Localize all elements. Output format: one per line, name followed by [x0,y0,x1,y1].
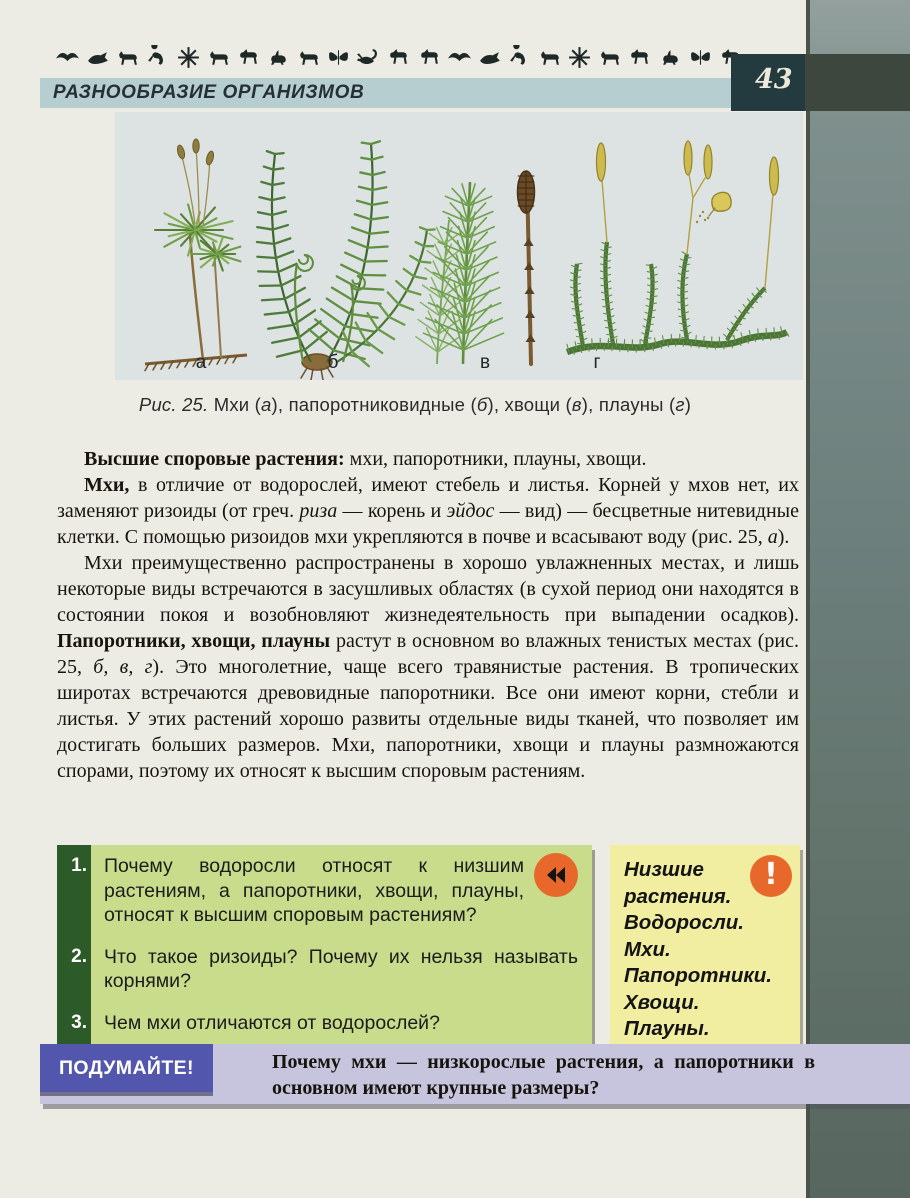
rewind-icon [534,853,578,897]
horse-silhouette-icon [627,45,652,70]
keyword: Мхи. [624,937,671,961]
horsetail-drawing [416,171,536,364]
flying-bird-silhouette-icon [447,45,472,70]
question-text: Чем мхи отличаются от водорослей? [91,1002,592,1052]
keyword: Плауны. [624,1017,710,1040]
butterfly-silhouette-icon [688,45,713,70]
exclamation-icon: ! [750,855,792,897]
think-question: Почему мхи — низкорослые растения, а папоротники в основном имеют крупные размеры? [272,1051,815,1099]
figure-label-v: в [479,352,491,373]
wildebeest-silhouette-icon [115,45,140,70]
whale-silhouette-icon [477,45,502,70]
clubmoss-drawing [567,141,789,354]
figure-label-a: а [195,352,207,373]
flying-bird-silhouette-icon [55,45,80,70]
scorpion-silhouette-icon [356,45,381,70]
starburst-silhouette-icon [176,45,201,70]
hare-silhouette-icon [658,45,683,70]
keywords-box [610,845,800,1055]
keyword: Водоросли. [624,911,744,934]
whale-silhouette-icon [85,45,110,70]
monkey-silhouette-icon [145,45,170,70]
section-title: РАЗНООБРАЗИЕ ОРГАНИЗМОВ [53,82,365,103]
questions-box [57,845,592,1051]
paragraph-1: Высшие споровые растения: мхи, папоротники, плауны, хвощи. [84,448,647,470]
keyword: Хвощи. [624,990,700,1014]
wildebeest-silhouette-icon [537,45,562,70]
moss-drawing [145,139,247,371]
book-binding-strip [806,0,910,1198]
paragraph-3: Мхи преимущественно распространены в хорошо увлажненных местах, и лишь некоторые виды встречаются в засушливых областях (в сухой период они находятся в состоянии покоя и возобновляют жизнедеятельность при выпадении осадков). Папоротники, хвощи, плауны растут в основном во влажных тенистых местах (рис. 25, б, в, г). Это многолетние, чаще всего травянистые растения. В тропических широтах встречаются древовидные папоротники. Все они имеют корни, стебли и листья. У этих растений хорошо развиты отдельные виды тканей, что позволяет им достигать больших размеров. Мхи, папоротники, хвощи и плауны размножаются спорами, поэтому их относят к высшим споровым растениям. [57,552,800,782]
figure-label-g: г [593,352,601,373]
plants-illustration [115,112,803,380]
think-label: ПОДУМАЙТЕ! [40,1044,213,1092]
question-text: Что такое ризоиды? Почему их нельзя называть корнями? [91,936,592,1002]
monkey-silhouette-icon [507,45,532,70]
question-number: 1. [57,845,91,936]
paragraph-2: Мхи, в отличие от водорослей, имеют стебель и листья. Корней у мхов нет, их заменяют ризоиды (от греч. риза — корень и эйдос — вид) — бесцветные нитевидные клетки. С помощью ризоидов мхи укрепляются в почве и всасывают воду (рис. 25, а). [57,474,799,548]
animal-frieze [55,44,743,70]
bison-silhouette-icon [296,45,321,70]
horse-silhouette-icon [236,45,261,70]
keyword: Низшие растения. [624,858,732,908]
antelope-silhouette-icon [417,45,442,70]
page-number-band [731,54,910,111]
question-text: Почему водоросли относят к низшим растениям, а папоротники, хвощи, плауны, относят к высшим споровым растениям? [91,845,592,936]
fern-drawing [257,141,435,380]
bull-silhouette-icon [597,45,622,70]
figure-label-b: б [327,352,339,373]
figure-caption: Рис. 25. Мхи (а), папоротниковидные (б), хвощи (в), плауны (г) [138,394,692,415]
page-number: 43 [755,64,793,95]
question-number: 3. [57,1002,91,1052]
bull-silhouette-icon [206,45,231,70]
hare-silhouette-icon [266,45,291,70]
goat-silhouette-icon [386,45,411,70]
butterfly-silhouette-icon [326,45,351,70]
figure-illustration [115,112,803,380]
section-header-bar [40,78,805,108]
keyword: Папоротники. [624,964,772,987]
starburst-silhouette-icon [567,45,592,70]
question-number: 2. [57,936,91,1002]
think-band [40,1044,910,1104]
article-body [57,446,799,784]
